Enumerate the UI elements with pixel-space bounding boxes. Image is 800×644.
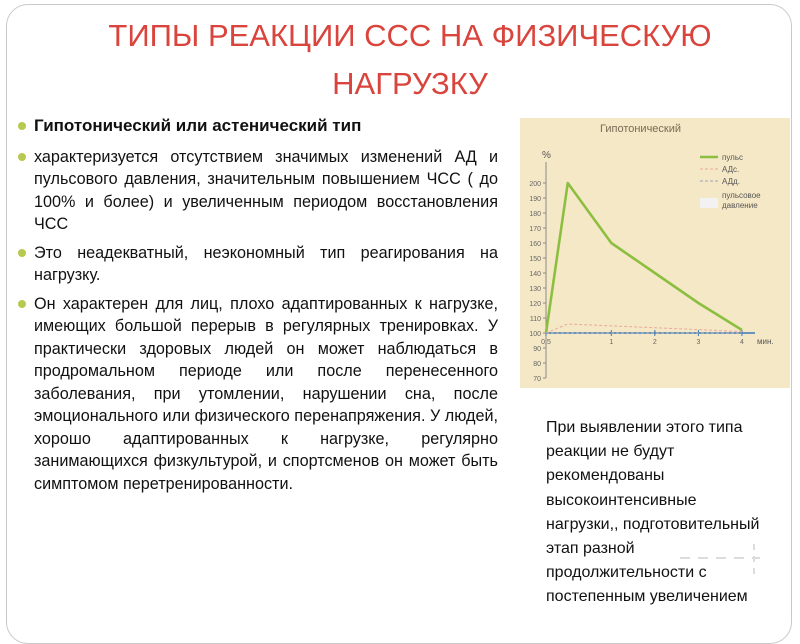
x-tick-label: 0,5 (541, 339, 551, 346)
y-tick-label: 110 (529, 316, 541, 323)
bullet-text: Это неадекватный, неэкономный тип реагирования на нагрузку. (34, 243, 498, 284)
y-tick-label: 180 (529, 211, 541, 218)
bullet-text: характеризуется отсутствием значимых изменений АД и пульсового давления, значительным повышением ЧСС ( до 100% и более) и увеличенным периодом восстановления ЧСС (34, 147, 498, 233)
y-tick-label: 190 (529, 196, 541, 203)
bullet-heading (18, 115, 498, 138)
x-tick-label: 4 (739, 339, 744, 346)
bullet-list (18, 115, 498, 501)
legend-swatch (700, 198, 718, 208)
y-tick-label: 80 (533, 361, 541, 368)
x-tick-label: 3 (696, 339, 701, 346)
legend-label: пульсовое (722, 191, 761, 200)
x-tick-label: 2 (652, 339, 657, 346)
series-line (546, 324, 742, 333)
bullet-item (18, 293, 498, 496)
chart-title: Гипотонический (600, 123, 682, 135)
chart-svg (520, 118, 790, 388)
bullet-dot (18, 122, 26, 130)
note-line: высокоинтенсивные (546, 491, 697, 509)
decorative-dashes (650, 540, 790, 590)
bullet-text: Гипотонический или астенический тип (34, 116, 362, 135)
bullet-dot (18, 300, 26, 308)
chart-xlabel: мин. (757, 337, 774, 346)
note-line: рекомендованы (546, 467, 665, 485)
bullet-dot (18, 153, 26, 161)
legend-label: АДд. (722, 177, 740, 186)
note-line: постепенным увеличением (546, 588, 748, 606)
chart-ylabel: % (542, 150, 551, 161)
y-tick-label: 160 (529, 241, 541, 248)
chart-panel (520, 118, 790, 388)
y-tick-label: 130 (529, 286, 541, 293)
note-line: нагрузки,, подготовительный (546, 515, 760, 533)
y-tick-label: 100 (529, 331, 541, 338)
y-tick-label: 70 (533, 376, 541, 383)
note-line: этап разной (546, 540, 635, 558)
note-line: реакции не будут (546, 443, 675, 461)
y-tick-label: 140 (529, 271, 541, 278)
y-tick-label: 150 (529, 256, 541, 263)
note-line: продолжительности с (546, 564, 707, 582)
y-tick-label: 90 (533, 346, 541, 353)
x-tick-label: 1 (609, 339, 614, 346)
y-tick-label: 200 (529, 181, 541, 188)
bullet-item (18, 242, 498, 287)
title-line-2: НАГРУЗКУ (332, 66, 488, 101)
bullet-dot (18, 249, 26, 257)
y-tick-label: 170 (529, 226, 541, 233)
note-line: При выявлении этого типа (546, 419, 743, 436)
legend-label: давление (722, 201, 758, 210)
y-tick-label: 120 (529, 301, 541, 308)
legend-label: пульс (722, 153, 743, 162)
slide-title (40, 12, 780, 108)
bullet-text: Он характерен для лиц, плохо адаптированных к нагрузке, имеющих большой перерыв в регулярных тренировках. У практически здоровых людей он может наблюдаться в продромальном периоде или после перенесенного заболевания, при утомлении, нарушении сна, после эмоционального или физического перенапряжения. У людей, хорошо адаптированных к нагрузке, регулярно занимающихся физкультурой, и спортсменов он может быть симптомом перетренированности. (34, 294, 498, 493)
legend-label: АДс. (722, 165, 740, 174)
bullet-item (18, 146, 498, 236)
title-line-1: ТИПЫ РЕАКЦИИ ССС НА ФИЗИЧЕСКУЮ (108, 18, 712, 53)
